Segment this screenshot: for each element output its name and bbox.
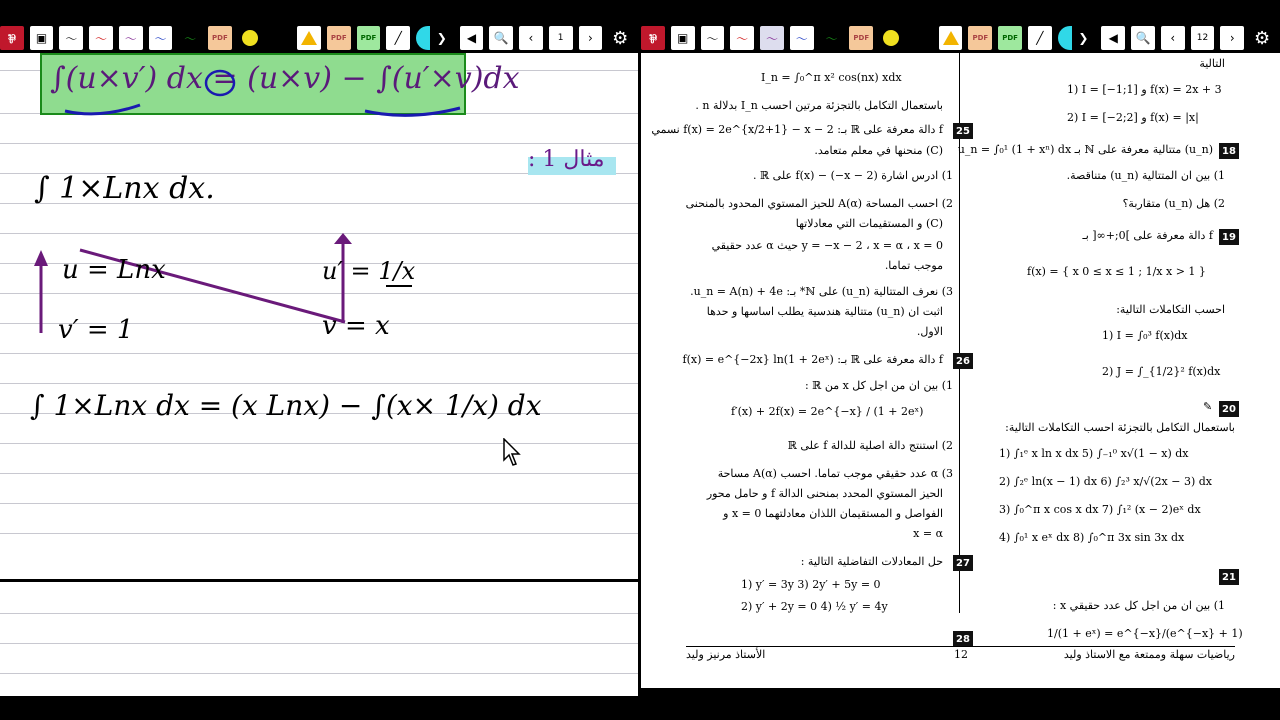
settings-gear-icon[interactable]: ⚙ bbox=[608, 26, 632, 50]
exercise-text: y = −x − 2 ، x = α ، x = 0 حيث α عدد حقيقي bbox=[711, 239, 943, 252]
eraser-icon[interactable] bbox=[1058, 26, 1072, 50]
exercise-text: الاول. bbox=[916, 325, 943, 338]
app-logo-icon[interactable]: ⅌ bbox=[641, 26, 665, 50]
exercise-text: 2) J = ∫_{1/2}² f(x)dx bbox=[1102, 365, 1221, 378]
zoom-icon[interactable]: 🔍 bbox=[489, 26, 513, 50]
mouse-cursor-icon bbox=[503, 438, 523, 468]
exercise-text: 1) ∫₁ᵉ x ln x dx 5) ∫₋₁⁰ x√(1 − x) dx bbox=[999, 447, 1189, 460]
exercise-number-badge: 26 bbox=[953, 353, 973, 369]
exercise-number-badge: 27 bbox=[953, 555, 973, 571]
v-prime-definition: v′ = 1 bbox=[58, 315, 134, 345]
forward-icon[interactable]: › bbox=[1220, 26, 1244, 50]
result-expression: ∫ 1×Lnx dx = (x Lnx) − ∫(x× 1/x) dx bbox=[30, 389, 542, 422]
exercise-text: 3) ∫₀^π x cos x dx 7) ∫₁² (x − 2)eˣ dx bbox=[999, 503, 1201, 516]
u-definition: u = Lnx bbox=[62, 255, 166, 285]
exercise-text: f′(x) + 2f(x) = 2e^{−x} / (1 + 2eˣ) bbox=[731, 405, 924, 418]
exercise-text: 1/(1 + eˣ) = e^{−x}/(e^{−x} + 1) bbox=[1047, 627, 1243, 640]
exercise-text: الحيز المستوي المحدد بمنحنى الدالة f و حامل محور bbox=[706, 487, 943, 500]
exercise-text: f دالة معرفة على ]0;+∞[ بـ bbox=[1082, 229, 1213, 242]
exercise-number-badge: 25 bbox=[953, 123, 973, 139]
settings-gear-icon[interactable]: ⚙ bbox=[1250, 26, 1274, 50]
integral-expression: ∫ 1×Lnx dx. bbox=[34, 171, 215, 206]
exercise-number-badge: 21 bbox=[1219, 569, 1239, 585]
exercise-text: اثبت ان (u_n) متتالية هندسية يطلب اساسها و حدها bbox=[706, 305, 943, 318]
document-sheet[interactable] bbox=[641, 53, 1280, 688]
exercise-text: باستعمال التكامل بالتجزئة احسب التكاملات التالية: bbox=[1005, 421, 1235, 434]
pen-purple-icon[interactable]: 〜 bbox=[760, 26, 784, 50]
exercise-text: 2) هل (u_n) متقاربة؟ bbox=[1122, 197, 1225, 210]
pen-blue-icon[interactable]: 〜 bbox=[149, 26, 173, 50]
pen-green-icon[interactable]: 〜 bbox=[178, 26, 202, 50]
pen-red-icon[interactable]: 〜 bbox=[89, 26, 113, 50]
pdf-open-icon[interactable]: PDF bbox=[968, 26, 992, 50]
exercise-text: التالية bbox=[1199, 57, 1225, 70]
formula-text: ∫(u×v′) dx = (u×v) − ∫(u′×v)dx bbox=[50, 61, 520, 96]
exercise-text: (C) و المستقيمات التي معادلاتها bbox=[795, 217, 943, 230]
exercise-text: 1) بين ان من اجل كل عدد حقيقي x : bbox=[1052, 599, 1225, 612]
footer-left-text: الأستاذ مرنيز وليد bbox=[686, 648, 766, 661]
exercise-text: 3) α عدد حقيقي موجب تماما. احسب A(α) مساحة bbox=[717, 467, 953, 480]
warning-icon[interactable] bbox=[939, 26, 963, 50]
exercise-text: باستعمال التكامل بالتجزئة مرتين احسب I_n بدلالة n . bbox=[695, 99, 943, 112]
app-logo-icon[interactable]: ⅌ bbox=[0, 26, 24, 50]
pen-red-icon[interactable]: 〜 bbox=[730, 26, 754, 50]
warning-icon[interactable] bbox=[297, 26, 321, 50]
line-tool-icon[interactable]: ╱ bbox=[1028, 26, 1052, 50]
line-tool-icon[interactable]: ╱ bbox=[386, 26, 410, 50]
export-pdf-icon[interactable]: PDF bbox=[849, 26, 873, 50]
exercise-text: 1) y′ = 3y 3) 2y′ + 5y = 0 bbox=[741, 578, 881, 591]
exercise-text: 2) استنتج دالة اصلية للدالة f على ℝ bbox=[787, 439, 953, 452]
save-icon[interactable]: ▣ bbox=[30, 26, 54, 50]
pdf-open-icon[interactable]: PDF bbox=[327, 26, 351, 50]
exercise-text: f دالة معرفة على ℝ بـ: f(x) = e^{−2x} ln(1 + 2eˣ) bbox=[682, 353, 943, 366]
prev-page-icon[interactable]: ◀ bbox=[1101, 26, 1125, 50]
exercise-text: 2) y′ + 2y = 0 4) ½ y′ = 4y bbox=[741, 600, 888, 613]
page-number[interactable]: 12 bbox=[1191, 26, 1215, 50]
example-label: مثال 1 : bbox=[528, 147, 605, 172]
exercise-text: الفواصل و المستقيمان اللذان معادلتهما x = 0 و bbox=[723, 507, 943, 520]
exercise-text: احسب التكاملات التالية: bbox=[1116, 303, 1225, 316]
exercise-text: (u_n) متتالية معرفة على ℕ بـ u_n = ∫₀¹ (1 + xⁿ) dx bbox=[957, 143, 1213, 156]
exercise-text: x = α bbox=[913, 527, 943, 540]
exercise-number-badge: 18 bbox=[1219, 143, 1239, 159]
export-pdf-icon[interactable]: PDF bbox=[208, 26, 232, 50]
exercise-text: I_n = ∫₀^π x² cos(nx) xdx bbox=[761, 71, 902, 84]
pen-black-icon[interactable]: 〜 bbox=[59, 26, 83, 50]
exercise-number-badge: 20 bbox=[1219, 401, 1239, 417]
v-definition: v = x bbox=[322, 311, 390, 341]
back-icon[interactable]: ‹ bbox=[1161, 26, 1185, 50]
pen-green-icon[interactable]: 〜 bbox=[820, 26, 844, 50]
exercise-text: 1) I = [−1;1] و f(x) = 2x + 3 bbox=[1067, 83, 1222, 96]
right-toolbar bbox=[641, 23, 1280, 53]
footer-right-text: رياضيات سهلة وممتعة مع الاستاذ وليد bbox=[1063, 648, 1235, 661]
forward-icon[interactable]: › bbox=[579, 26, 603, 50]
save-icon[interactable]: ▣ bbox=[671, 26, 695, 50]
next-arrow-icon[interactable]: ❯ bbox=[1072, 26, 1096, 50]
footer-page-number: 12 bbox=[954, 648, 968, 661]
spacer bbox=[267, 26, 291, 50]
exercise-text: 1) بين ان المتتالية (u_n) متناقصة. bbox=[1066, 169, 1225, 182]
exercise-text: 2) ∫₂ᵉ ln(x − 1) dx 6) ∫₂³ x/√(2x − 3) dx bbox=[999, 475, 1213, 488]
exercise-text: 1) I = ∫₀³ f(x)dx bbox=[1102, 329, 1188, 342]
zoom-icon[interactable]: 🔍 bbox=[1131, 26, 1155, 50]
back-icon[interactable]: ‹ bbox=[519, 26, 543, 50]
exercise-text: 3) نعرف المتتالية (u_n) على ℕ* بـ: u_n = A(n) + 4e. bbox=[690, 285, 953, 298]
highlighter-icon[interactable] bbox=[879, 26, 903, 50]
notes-sheet[interactable] bbox=[0, 53, 638, 696]
page-footer bbox=[686, 646, 1235, 663]
exercise-text: 2) I = [−2;2] و f(x) = |x| bbox=[1067, 111, 1199, 124]
exercise-text: f(x) = { x 0 ≤ x ≤ 1 ; 1/x x > 1 } bbox=[1027, 265, 1206, 278]
pen-purple-icon[interactable]: 〜 bbox=[119, 26, 143, 50]
exercise-text: موجب تماما. bbox=[884, 259, 943, 272]
exercise-text: 1) ادرس اشارة f(x) − (−x − 2) على ℝ . bbox=[753, 169, 953, 182]
exercise-text: f دالة معرفة على ℝ بـ: f(x) = 2e^{x/2+1} − x − 2 نسمي bbox=[651, 123, 943, 136]
pen-black-icon[interactable]: 〜 bbox=[701, 26, 725, 50]
eraser-icon[interactable] bbox=[416, 26, 430, 50]
left-toolbar bbox=[0, 23, 638, 53]
notes-pane bbox=[0, 0, 638, 720]
edit-icon: ✎ bbox=[1203, 400, 1213, 413]
exercise-text: حل المعادلات التفاضلية التالية : bbox=[800, 555, 943, 568]
page-number[interactable]: 1 bbox=[549, 26, 573, 50]
spacer bbox=[909, 26, 933, 50]
exercise-number-badge: 28 bbox=[953, 631, 973, 647]
pen-blue-icon[interactable]: 〜 bbox=[790, 26, 814, 50]
left-column bbox=[651, 55, 970, 650]
exercise-text: 4) ∫₀¹ x eˣ dx 8) ∫₀^π 3x sin 3x dx bbox=[999, 531, 1185, 544]
prev-page-icon[interactable]: ◀ bbox=[460, 26, 484, 50]
pdf-save-icon[interactable]: PDF bbox=[357, 26, 381, 50]
document-pane bbox=[641, 0, 1280, 720]
exercise-text: (C) منحنها في معلم متعامد. bbox=[814, 144, 943, 157]
exercise-number-badge: 19 bbox=[1219, 229, 1239, 245]
u-prime-definition: u′ = 1/x bbox=[322, 257, 416, 285]
pdf-save-icon[interactable]: PDF bbox=[998, 26, 1022, 50]
exercise-text: 2) احسب المساحة A(α) للحيز المستوي المحدود بالمنحنى bbox=[685, 197, 953, 210]
exercise-text: 1) بين ان من اجل كل x من ℝ : bbox=[804, 379, 953, 392]
next-arrow-icon[interactable]: ❯ bbox=[430, 26, 454, 50]
highlighter-icon[interactable] bbox=[238, 26, 262, 50]
formula-underlines bbox=[40, 53, 470, 123]
